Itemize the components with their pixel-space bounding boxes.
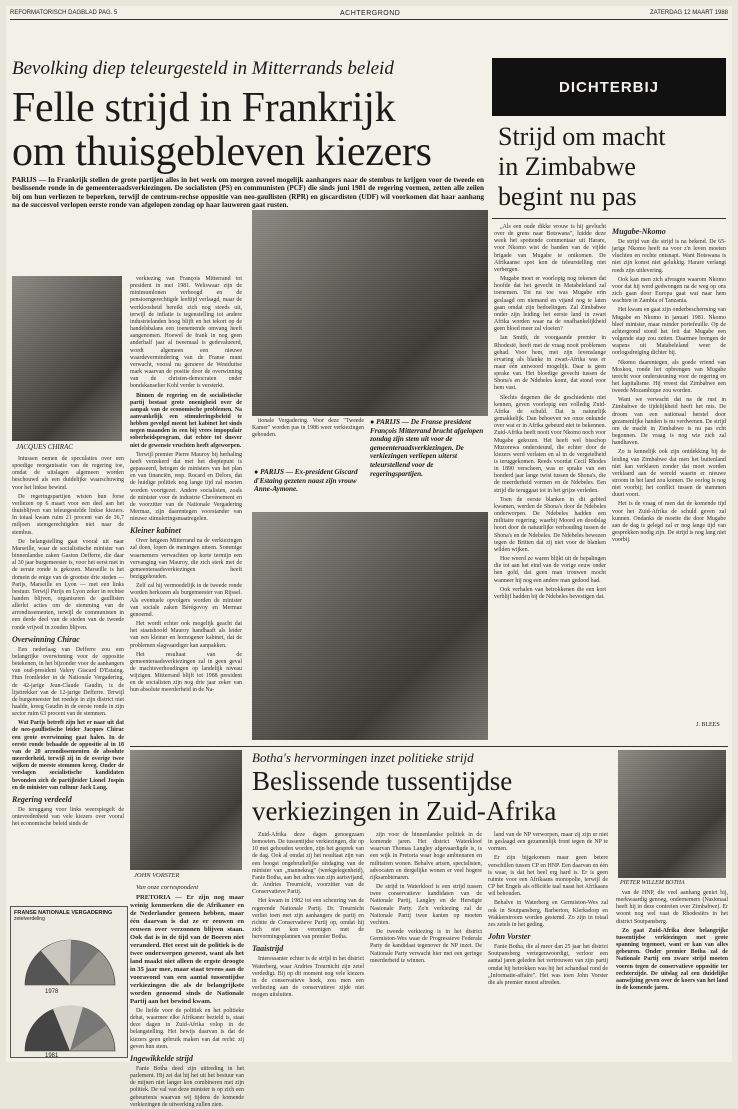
- chart-graphic: [11, 927, 129, 1057]
- divider: [492, 218, 726, 219]
- subheading: Ingewikkelde strijd: [130, 1053, 193, 1063]
- paragraph: Slechts degenen die de geschiedenis niet kennen, geven voorlopig een volledig Zuid-Afrika de schuld. Dat is natuurlijk gemakkelijk. Dan behoeven we onze onkunde over wat er in Afrika gebeurd niet te bekennen. Zuid-Afrika heeft nooit voor Nkomo noch voor Mugabe gekozen. Het heeft wel bisschop Muzorewa ondersteund, die echter door de kiezers werd verlaten en al in de vergetelheid is teruggekomen. Reeds voordat Cecil Rhodes in 1890 verscheen, was er sprake van een honderd jaar lange twist tussen de Shona's, die de meerderheid vormen en de Ndebeles. Een strijd die teruggaat tot in het grijze verleden.: [494, 394, 606, 494]
- paragraph: Nkomo daarentegen, als goede vriend van Moskou, ronde het opbrengen van Mugabe terecht voor ondersteuning voor de regering en het kapitalisme. Hij vreest dat Zimbabwe een tweede Mozambique zou worden.: [612, 359, 726, 395]
- paragraph: De strijd van die strijd is na bekend. De 65-jarige Nkomo heeft na voor z'n leven moeten vluchten en rechte ontsnapt. Want Botswana is niet zijn komst niet gelukkig. Harare verlangt reeds zijn uitlevering.: [612, 239, 726, 274]
- zimbabwe-headline-line2: in Zimbabwe: [498, 152, 636, 181]
- subheading: Overwinning Chirac: [12, 634, 80, 644]
- paragraph: „Als een oude dikke vrouw is hij gevlucht over de grens naar Botswana", luidde deze week het spottende commentaar uit Harare, voor Nkomo wist de banden van de vijfde brigade van Mugabe te ontkomen. De Afrikaanse spot kon de teleurstelling niet verbergen.: [494, 224, 606, 273]
- france-column-3: [252, 418, 364, 456]
- paragraph: van de HNP, die veel aanhang geniet bij, merkwaardig genoeg, ondernemers (Nasionaal heeft hij in deze contreien over Zimbabwe). Er woont nog wel vaat de Rhodesiërs in het district Soutpansberg.: [616, 890, 728, 925]
- paragraph: Fanie Botha deed zijn uittreding in het parlement. Hij zei dat hij het uit het bestuur van de mijnen niet langer kon combineren met zijn politiek. De val van deze minister is op zich een gebeurtenis waarvan wij tijdens de komende verkiezingen de uitwerking zullen zien.: [130, 1065, 244, 1108]
- subheading: Taaistrijd: [252, 944, 284, 954]
- paragraph: zijn voor de binnenlandse politiek in de komende jaren. Het district Waterkloof waarvan Thomas Langley afgevaardigde is, is een wijk in Pretoria waar hoge ambtenaren en militairen wonen. Behalve artsen, specialisten, advocaten en dergelijke wonen er veel hogere rijksambtenaren.: [370, 832, 482, 881]
- paragraph: Zo is kennelijk ook zijn ontdekking bij de leiding van Zimbabwe dat men het buitenland niet kan verklaren zonder dat moet worden verklaard aan de wereld waarin er nieuwe stroom in het land zou komen. De oorlog is nog niet voorbij; het conflict tussen de stammen duurt voort.: [612, 449, 726, 499]
- caption-mitterrand: ● PARIJS — De Franse president François Mitterrand brucht afgelopen zondag zijn stem uit voor de gemeenteraadsverkiezingen. De verkiezingen verliepen uiterst teleurstellend voor de regeringspartijen.: [370, 418, 484, 478]
- paragraph: Zuid-Afrika deze dagen genoegzaam bemoeien. De tussentijdse verkiezingen, die op 10 mei gehouden worden, zijn het gesprek van de dag. Ook al omdat zij het resultaat zijn van een hoogst ongebruikelijke uitdaging van de minister van „mannekrag" (werkgelegenheid), Fanie Botha, aan het adres van zijn aartsvijand, dr. Andries Treurnicht, voorzitter van de Conservatieve Partij.: [252, 832, 364, 896]
- southafrica-column-3: [370, 832, 482, 1058]
- southafrica-column-4: [488, 832, 608, 1058]
- paragraph: Zo gaat Zuid-Afrika deze belangrijke tussentijdse verkiezingen met grote spanning tegemoet, want er kan van alles gebeuren. Onder premier Botha zal de Nationale Partij een zware strijd moeten voeren tegen de conservatieve oppositie ter rechterzijde. De uitslag zal een duidelijke aanwijzing geven over de koers van het land in de komende jaren.: [616, 927, 728, 992]
- chart-year-1981: 1981: [45, 1053, 59, 1059]
- caption-chirac: JACQUES CHIRAC: [16, 443, 73, 451]
- paragraph: De tweede verkiezing is in het district Germiston-Wes waar de Progressieve Federale Party de kandidaat tegenover de NP inzet. De Nationale Party verwacht hier met een geringe meerderheid te winnen.: [370, 929, 482, 964]
- paragraph: Over hetgeen Mitterrand na de verkiezingen zal doen, lopen de meningen uiteen. Sommige waarnemers verwachten op korte termijn een vervanging van Mauroy, die zich sterk met de gemeenteraadsverkiezingen heeft beziggehouden.: [130, 538, 242, 581]
- zimbabwe-column-2: [612, 224, 726, 716]
- france-column-2: [130, 276, 242, 744]
- zimbabwe-headline-line3: begint nu pas: [498, 182, 637, 211]
- france-headline-line1: Felle strijd in Frankrijk: [12, 85, 396, 131]
- france-column-1: [12, 456, 124, 904]
- paragraph: De belangstelling gaat vooral uit naar Marseille, waar de socialistische minister van binnenlandse zaken Gaston Defferre, die daar al 30 jaar burgemeester is, voor het eerst met in de eerste ronde is gekozen. Marseille is het domein de enige van de grootste drie steden — Parijs, Marseille en Lyon — met een links bestuur. Terwijl Parijs en Lyon zeker in rechtse handen blijven, organiseren de gaullisten allerlei acties om de stemming van de arrondissementen, terwijl de communisten in een derde deel van de steden van de tweede ronde vrijwel in zouden blijven.: [12, 538, 124, 631]
- paragraph: Terwijl premier Pierre Mauroy bij herhaling heeft verzekerd dat met het dieptepunt is gepasseerd, betogen de ministers van het plan en van financiën, resp. Rocard en Delors, dat de huidige politiek nog lange tijd zal moeten worden voortgezet. Andere socialisten, zoals de minister voor de industrie Chevènement en de voorzitter van de Nationale Vergadering Mermaz, zijn daarentegen voorstander van nieuwe stimuleringsmaatregelen.: [130, 451, 242, 523]
- southafrica-column-5: [616, 890, 728, 1058]
- header-date: ZATERDAG 12 MAART 1988: [649, 10, 728, 16]
- paragraph: Mugabe moet er voorlopig nog tekenen dat hoofde dat het gevecht in Matabeleland zal toenemen. Tot nu toe was Mugabe erin geslaagd om niemand en vijand nog te laten gaan omdat zijn bedoelingen. Zal Zimbabwe onder zijn leiding het eerste land in zwart Afrika worden waar na de onafhankelijkheid geen bloed meer zal vloeien?: [494, 276, 606, 333]
- france-lead: PARIJS — In Frankrijk stellen de grote partijen alles in het werk om morgen zoveel mogelijk aanhangers naar de stembus te krijgen voor de tweede en beslissende ronde in de gemeenteraadsverkiezingen. De socialisten (PS) en communisten (PCF) die sinds juni 1981 de regering vormen, zetten alle zeilen bij om hun verliezen te beperken, terwijl de centrum-rechse oppositie van neo-gaullisten (RPR) en giscardisten (UDF) wil voorkomen dat haar aanhang na de succesvol verlopen eerste ronde van afgelopen zondag op haar lauweren gaat rusten.: [12, 176, 484, 210]
- chart-subtitle: zetelverdeling: [14, 916, 45, 922]
- southafrica-column-1: [130, 894, 244, 1108]
- paragraph: Het resultaat van de gemeenteraadsverkiezingen zal in geen geval de machtsverhoudingen op landelijk niveau wijzigen. Mitterrand blijft tot 1988 president en de socialisten zijn nog drie jaar zeker van hun absolute meerderheid in de Na-: [130, 651, 242, 694]
- paragraph: Ook kan men zich afvragen waarom Nkomo voor dat hij werd gedwongen na de weg op ons zich gaan door Europa gaat wat naar hem wachten in Zambia of Tanzania.: [612, 276, 726, 305]
- paragraph: De regeringspartijen wisten hun forse verliezen op 6 maart voor een deel aan het thuisblijven van teleurgestelde linkse kiezers. In totaal kwam ruim 21 procent van de 36,7 miljoen stemgerechtigden niet naar de stembus.: [12, 493, 124, 536]
- subheading: Mugabe-Nkomo: [612, 227, 666, 236]
- paragraph: Binnen de regering en de socialistische partij bestaat grote onenigheid over de aanpak van de economische problemen. Na aanvankelijk een stimuleringsbeleid te hebben gevolgd meent het kabinet het sinds negen maanden in een bij vrees impopulair soberheidsprogram, dat echter tot dusver niet de gewenste vruchten heeft afgeworpen.: [130, 392, 242, 449]
- paragraph: Interessanter echter is de strijd in het district Waterberg, waar Andries Treurnicht zijn zetel verdedigt. Bij op dit moment nog vele kiezers in de conservatieve hoek, zou men een verliezing aan de conservatieve zijde niet mogen uitsluiten.: [252, 956, 364, 999]
- header-paper-name: REFORMATORISCH DAGBLAD PAG. 5: [10, 10, 118, 16]
- photo-vorster: [130, 750, 242, 870]
- paragraph: Ian Smith, de voorgaande premier in Rhodesië, heeft met de vraag nooit problemen gehad. Voor hem, met zijn levenslange ervaring als blanke in zwart-Afrika was er maar één antwoord mogelijk. Daar is geen sprake van. Het bloedige gevecht tussen de Shona's en de Ndebeles komt, dat stond voor hem vast.: [494, 335, 606, 392]
- seat-chart: [10, 906, 128, 1058]
- france-headline-line2: om thuisgebleven kiezers: [12, 129, 432, 175]
- subheading: Regering verdeeld: [12, 794, 72, 804]
- photo-botha: [618, 750, 726, 878]
- southafrica-lead: PRETORIA — Er zijn nog maar weinig kenmerken die de Afrikaner en de Nederlander gemeen hebben, maar één daarvan is dat ze er eeuwen en eeuwen over verzonnen blijven staan. Ook dat is in de tijd van de Boeren niet veranderd. Het eerst uit de politiek is de twee onderwerpen geweest, want als het land maakt niet alleen de ergste droogte in 35 jaar mee, maar staat tevens aan de vooravond van een aantal tussentijdse verkiezingen die als de belangrijkste worden genoemd sinds de Nationale Partij aan het bewind kwam.: [130, 894, 244, 1005]
- newspaper-page: [6, 6, 732, 1108]
- southafrica-headline-line2: verkiezingen in Zuid-Afrika: [252, 796, 557, 826]
- zimbabwe-headline: [498, 122, 726, 212]
- paragraph: Want we verwacht dat na de rust in Zimbabwe de tijdelijkheid heeft het mis. De droom van een nationaal herstel door gezamenlijke handen is nu verdwenen. De strijd om de macht in Zimbabwe is nu pas echt begonnen. De vraag is nog wie zich zal handhaven.: [612, 397, 726, 447]
- divider: [130, 746, 728, 747]
- paragraph: Een nederlaag van Defferre zou een belangrijke overwinning voor de oppositie betekenen, in het bijzonder voor de aanhangers van oud-president Valery Giscard D'Estaing. Hun frontleider in de Nationale Vergadering, de 42-jarige Jean-Claude Gaudin, is de lijsttrekker van de 12-jarige Defferre. Terwijl de burgemeester het roedsje in zijn district niet haalde, kreeg Gaudin in de eerste ronde in zijn sector ruim 63 procent van de stemmen.: [12, 646, 124, 718]
- photo-mitterrand: [252, 210, 488, 416]
- header-section: ACHTERGROND: [340, 10, 401, 17]
- caption-botha: PIETER WILLEM BOTHA: [620, 880, 685, 886]
- paragraph: Intussen nemen de speculaties over een spoedige reorganisatie van de regering toe, omdat de uitslagen algemeen worden beschouwd als een duidelijke waarschuwing voor het linkse bewind.: [12, 456, 124, 491]
- chart-title: FRANSE NATIONALE VERGADERING: [14, 910, 113, 916]
- paragraph: Het is de vraag of men dat de komende tijd voor het Zuid-Afrika de schuld geven zal kunnen. Ondanks de moeite die door Mugabe aan de dag is gelegd zal er nog lange tijd van gesprekken nodig zijn. De strijd is nog lang niet voorbij.: [612, 501, 726, 544]
- southafrica-byline: Van onze correspondent: [136, 884, 199, 891]
- paragraph: Zelf zal hij vermoedelijk in de tweede ronde worden herkozen als burgemeester van Rijssel. Als eventuele opvolgers worden de minister van sociale zaken Bérégovoy en Mermaz genoemd.: [130, 583, 242, 618]
- caption-vorster: JOHN VORSTER: [134, 872, 180, 879]
- southafrica-headline: [252, 766, 612, 826]
- paragraph: land van de NP verworpen, maar zij zijn er niet in geslaagd een gezamenlijk front tegen de NP te vormen.: [488, 832, 608, 853]
- southafrica-kicker: Botha's hervormingen inzet politieke strijd: [252, 750, 474, 765]
- paragraph: De strijd in Waterkloof is een strijd tussen twee conservatieve kandidaten van de Nationale Partij, Langley en de Herstigte Nasionale Party. Zo'n verkiezing zal de Nationale Partij twee kanten op moeten vechten.: [370, 884, 482, 926]
- paragraph: Behalve in Waterberg en Germiston-Wes zal ook in Soutpansberg, Barberton, Klerksdorp en Wakkerstroom worden gestemd. Zo zijn in totaal zes zetels in het geding.: [488, 900, 608, 928]
- zimbabwe-column-1: [494, 224, 606, 724]
- paragraph: Ook verhalen van betrokkenen die een kort verblijf hadden bij de Ndebeles bevestigen dat.: [494, 586, 606, 600]
- paragraph: tionale Vergadering. Voor deze "Tweede Kamer" worden pas in 1986 weer verkiezingen gehouden.: [252, 418, 364, 439]
- paragraph: verkiezing van François Mitterrand tot president in mei 1981. Weliswaar zijn de minimumlonen verhoogd en de pensioengerechtigde leeftijd verlaagd, maar de werkloosheid bereikt zich nog steeds uit, terwijl de inflatie is tegenstelling tot andere industrielanden hoog blijft en het tekort op de handelsbalans een toenemende omvang heeft aangenomen. Hoewel de frank in nog geen anderhalf jaar al tweemaal is gedevalueerd, wordt algemeen een nieuwe waardevermindering van de Franse munt verwacht, vooral nu genoeve de Westduitse mark waarvan de positie door de overwinning van de christen-democraten onder bondskanselier Kohl verder is versterkt.: [130, 276, 242, 390]
- southafrica-headline-line1: Beslissende tussentijdse: [252, 766, 513, 796]
- paragraph: De liefde voor de politiek en het politieke debat, waarmee elke Afrikaner bezield is, staat deze dagen in Zuid-Afrika volop in de belangstelling. Het bewijs daarvan is dat de kiezers geen gebruik maken van dat recht: zij geven hun stem.: [130, 1008, 244, 1050]
- page-header: [10, 6, 728, 20]
- paragraph: De teruggang voor links weerspiegelt de ontevredenheid van vele kiezers over vooral het economische beleid sinds de: [12, 806, 124, 828]
- zimbabwe-headline-line1: Strijd om macht: [498, 122, 666, 151]
- paragraph: Wat Parijs betreft zijn het er naar uit dat de neo-gaullistische leider Jacques Chirac een grote overwinning gaat halen. In de eerste ronde behaalde de oppositie al in 18 van de 20 arrondissementen de absolute meerderheid, terwijl zij in de overige twee wijken de meeste stemmen kreeg. Onder de verslagen socialistische kandidaten bevonden zich de partijleider Lionel Jospin en de minister van cultuur Jack Lang.: [12, 720, 124, 791]
- paragraph: Het kwam in 1982 tot een scheuring van de regerende Nationale Partij. Dr. Treurnicht verliet toen met zijn aanhangers de partij en richtte de Conservatieve Partij op, omdat hij zich niet kon verenigen met de hervormingsplannen van premier Botha.: [252, 898, 364, 941]
- photo-chirac: [12, 276, 122, 441]
- france-kicker: Bevolking diep teleurgesteld in Mitterrands beleid: [12, 58, 394, 79]
- paragraph: Toen de eerste blanken in dit gebied kwamen, werden de Shona's door de Ndebeles onderworpen. De Ndebeles hadden een militaire regering; waarbij Moord en doodslag hoort door de natuurlijke verhouding tussen de Shona's en de Ndebeles. De Ndebeles bewezen tegen de Britten dat zij niet voor de blanken wilden wijken.: [494, 496, 606, 553]
- paragraph: Het wordt echter ook mogelijk geacht dat het staatshoofd Mauroy handhaaft als leider van een kleiner en homogener kabinet, dat de problemen slagvaardiger kan aanpakken.: [130, 621, 242, 649]
- photo-giscard: [252, 512, 488, 740]
- paragraph: Hoe weerd ze waren blijkt uit de bepalingen die tot aan het eind van de vorige eeuw onder hen gold, dat geen man trouwen mocht wanneer hij nog een andere man gedood had.: [494, 556, 606, 584]
- southafrica-column-2: [252, 832, 364, 1058]
- dichterbij-logo: DICHTERBIJ: [492, 58, 726, 116]
- paragraph: Er zijn bijgekomen maar geen betere verschillen tussen CP en HNP. Een daarvan en één is waar, is dat het heel erg hard is. Er is geen ruimte voor een Afrikaans monopolie, terwijl de CP het Engels als officiële taal naast het Afrikaans wil behouden.: [488, 855, 608, 898]
- france-headline: [12, 86, 492, 174]
- subheading: John Vorster: [488, 932, 531, 942]
- paragraph: Fanie Botha, die al meer dan 25 jaar het district Soutpansberg vertegenwoordigt, verloor een aantal jaren geleden het vertrouwen van zijn partij omdat hij betrokken was bij het schandaal rond de „Informatie-affaire". Het was toen John Vorster die als premier moest aftreden.: [488, 944, 608, 986]
- chart-year-1978: 1978: [45, 989, 59, 995]
- subheading: Kleiner kabinet: [130, 526, 181, 536]
- caption-giscard: ● PARIJS — Ex-president Giscard d'Estaing gezeten naast zijn vrouw Anne-Aymone.: [254, 468, 358, 494]
- zimbabwe-byline: J. BLEES: [696, 722, 720, 728]
- paragraph: Het kwam en gaat zijn onderbescherming van Mugabe en Nkomo in januari 1981. Nkomo bleef minister, maar minder portefeuille. Op de achtergrond stond het feit dat Mugabe een volgende stap zou zetten. Daarmee brengen de wapens uit Matabeleland weer de oorlogsdreiging dichter bij.: [612, 307, 726, 357]
